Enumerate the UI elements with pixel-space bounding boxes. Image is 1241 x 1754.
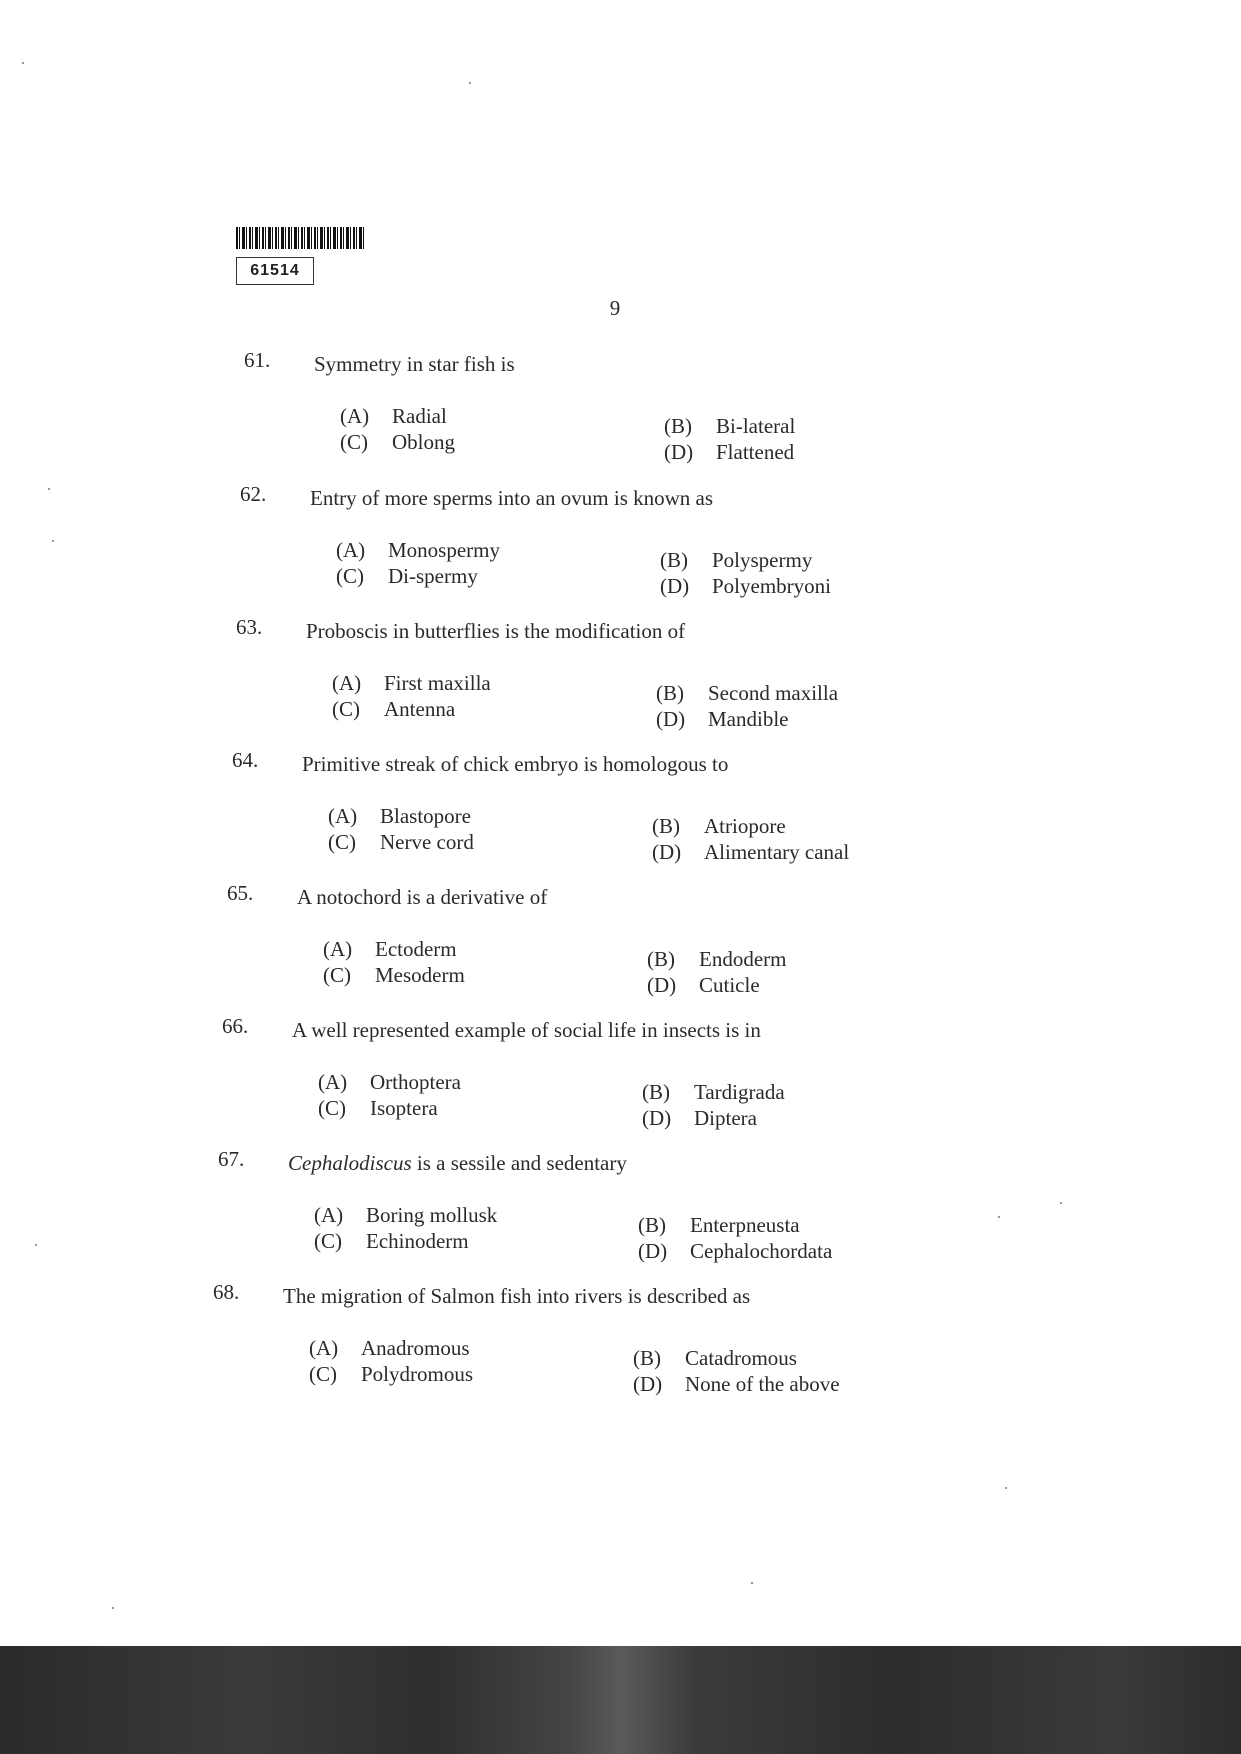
option-b: (B) Second maxilla (656, 681, 839, 705)
question-66 (222, 1014, 982, 1134)
question-text: The migration of Salmon fish into rivers is described as (283, 1284, 751, 1308)
option-a: (A) Orthoptera (318, 1070, 461, 1094)
scan-speck (751, 1582, 753, 1584)
question-text: Symmetry in star fish is (314, 352, 515, 376)
question-number: 66. (222, 1014, 249, 1038)
option-c: (C) Nerve cord (328, 830, 474, 854)
option-c: (C) Echinoderm (314, 1229, 469, 1253)
option-b: (B) Catadromous (633, 1346, 797, 1370)
scanner-bed (0, 1646, 1241, 1754)
barcode (236, 227, 366, 249)
question-text: Proboscis in butterflies is the modification of (306, 619, 686, 643)
option-a: (A) Ectoderm (323, 937, 457, 961)
option-b: (B) Polyspermy (660, 548, 813, 572)
option-b: (B) Atriopore (652, 814, 786, 838)
option-b: (B) Bi-lateral (664, 414, 796, 438)
option-c: (C) Antenna (332, 697, 456, 721)
question-text: Primitive streak of chick embryo is homologous to (302, 752, 729, 776)
option-a: (A) Boring mollusk (314, 1203, 498, 1227)
option-a: (A) Anadromous (309, 1336, 470, 1360)
option-c: (C) Isoptera (318, 1096, 438, 1120)
page-number: 9 (609, 296, 621, 320)
option-c: (C) Polydromous (309, 1362, 474, 1386)
option-c: (C) Oblong (340, 430, 455, 454)
option-d: (D) Cuticle (647, 973, 760, 997)
option-d: (D) Polyembryoni (660, 574, 831, 598)
scan-speck (998, 1216, 1000, 1218)
option-d: (D) Flattened (664, 440, 795, 464)
option-b: (B) Enterpneusta (638, 1213, 800, 1237)
question-text: A notochord is a derivative of (297, 885, 548, 909)
question-text: Cephalodiscus is a sessile and sedentary (288, 1151, 627, 1175)
question-number: 68. (213, 1280, 240, 1304)
option-a: (A) First maxilla (332, 671, 491, 695)
scan-speck (469, 82, 471, 84)
scan-speck (1005, 1487, 1007, 1489)
question-text: Entry of more sperms into an ovum is known as (310, 486, 714, 510)
question-number: 62. (240, 482, 267, 506)
scan-speck (48, 488, 50, 490)
scan-speck (112, 1607, 114, 1609)
option-d: (D) Mandible (656, 707, 789, 731)
option-d: (D) Diptera (642, 1106, 757, 1130)
option-d: (D) Cephalochordata (638, 1239, 833, 1263)
question-62 (240, 482, 1000, 602)
option-c: (C) Di-spermy (336, 564, 478, 588)
scan-speck (35, 1244, 37, 1246)
question-63 (236, 615, 996, 735)
question-number: 64. (232, 748, 259, 772)
scan-speck (52, 540, 54, 542)
option-a: (A) Monospermy (336, 538, 500, 562)
scan-speck (1060, 1202, 1062, 1204)
question-number: 63. (236, 615, 263, 639)
option-d: (D) None of the above (633, 1372, 840, 1396)
question-number: 65. (227, 881, 254, 905)
question-64 (232, 748, 992, 868)
option-c: (C) Mesoderm (323, 963, 465, 987)
option-b: (B) Endoderm (647, 947, 787, 971)
option-a: (A) Blastopore (328, 804, 471, 828)
question-68 (213, 1280, 973, 1400)
option-b: (B) Tardigrada (642, 1080, 785, 1104)
genus-name: Cephalodiscus (288, 1151, 412, 1175)
option-a: (A) Radial (340, 404, 447, 428)
question-65 (227, 881, 987, 1001)
scan-speck (22, 62, 24, 64)
question-number: 67. (218, 1147, 245, 1171)
question-61 (244, 348, 1004, 468)
question-67 (218, 1147, 978, 1267)
paper-code: 61514 (236, 257, 314, 285)
question-number: 61. (244, 348, 271, 372)
question-text: A well represented example of social life in insects is in (292, 1018, 761, 1042)
option-d: (D) Alimentary canal (652, 840, 850, 864)
